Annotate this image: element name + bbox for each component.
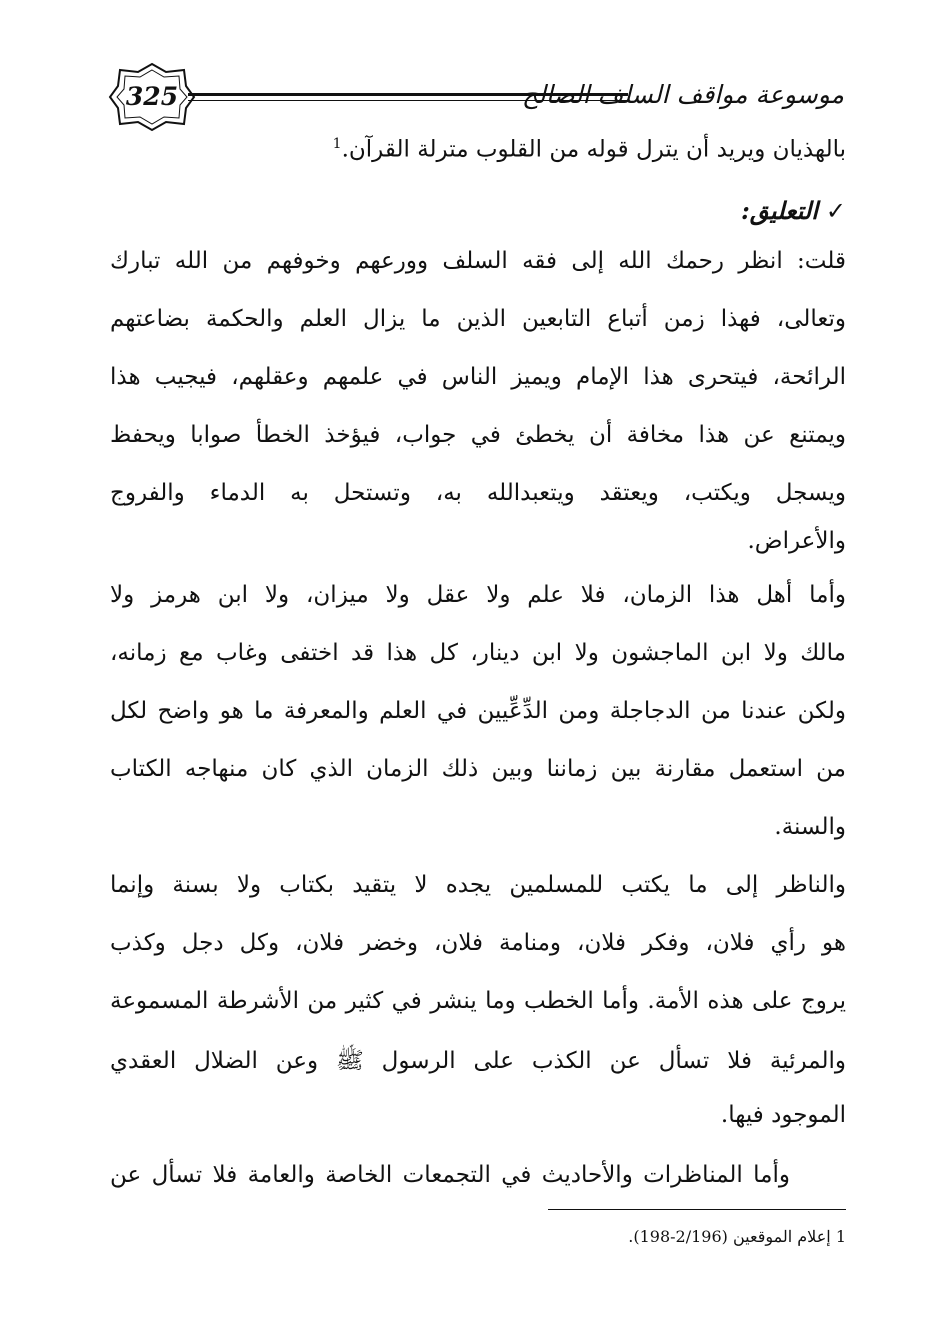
continuation-line [110,136,846,163]
paragraph-line: ويمتنع عن هذا مخافة أن يخطئ في جواب، فيؤخذ الخطأ صوابا ويحفظ [110,422,846,448]
paragraph-line: من استعمل مقارنة بين زماننا وبين ذلك الزمان الذي كان منهاجه الكتاب [110,756,846,782]
page-number: 325 [125,82,179,111]
book-title: موسوعة مواقف السلف الصالح [521,80,844,109]
footnote-number: 1 [835,1227,846,1246]
paragraph-line: مالك ولا ابن الماجشون ولا ابن دينار، كل هذا قد اختفى وغاب مع زمانه، [110,640,846,666]
commentary-heading: التعليق: [741,196,818,225]
footnote-marker: 1 [332,136,342,152]
paragraph-line: الموجود فيها. [720,1102,846,1128]
paragraph-line: والمرئية فلا تسأل عن الكذب على الرسول ﷺ وعن الضلال العقدي [110,1048,846,1074]
checkmark-icon: ✓ [825,197,846,225]
paragraph-line: والناظر إلى ما يكتب للمسلمين يجده لا يتقيد بكتاب ولا بسنة وإنما [110,872,846,898]
paragraph-line: وأما المناظرات والأحاديث في التجمعات الخاصة والعامة فلا تسأل عن [110,1162,790,1188]
paragraph-line: وتعالى، فهذا زمن أتباع التابعين الذين ما يزال العلم والحكمة بضاعتهم [110,306,846,332]
paragraph-line: والسنة. [774,814,846,840]
paragraph-line: ويسجل ويكتب، ويعتقد ويتعبدالله به، وتستحل به الدماء والفروج [110,480,846,506]
footnote-separator [548,1209,846,1210]
paragraph-line: قلت: انظر رحمك الله إلى فقه السلف وورعهم وخوفهم من الله تبارك [110,248,846,274]
paragraph-line: الرائحة، فيتحرى هذا الإمام ويميز الناس في علمهم وعقلهم، فيجيب هذا [110,364,846,390]
page-header [108,62,844,132]
footnote-text: إعلام الموقعين (2/196-198). [628,1227,831,1246]
commentary-heading-row [110,196,846,225]
page-number-badge [108,62,196,132]
footnote [500,1227,846,1246]
paragraph-line: ولكن عندنا من الدجاجلة ومن الدِّعِّيين في العلم والمعرفة ما هو واضح لكل [110,698,846,724]
paragraph-line: والأعراض. [747,528,846,554]
continuation-text: بالهذيان ويريد أن يترل قوله من القلوب مترلة القرآن. [341,136,846,163]
paragraph-line: وأما أهل هذا الزمان، فلا علم ولا عقل ولا ميزان، ولا ابن هرمز ولا [110,582,846,608]
paragraph-line: يروج على هذه الأمة. وأما الخطب وما ينشر في كثير من الأشرطة المسموعة [110,988,846,1014]
paragraph-line: هو رأي فلان، وفكر فلان، ومنامة فلان، وخضر فلان، وكل دجل وكذب [110,930,846,956]
